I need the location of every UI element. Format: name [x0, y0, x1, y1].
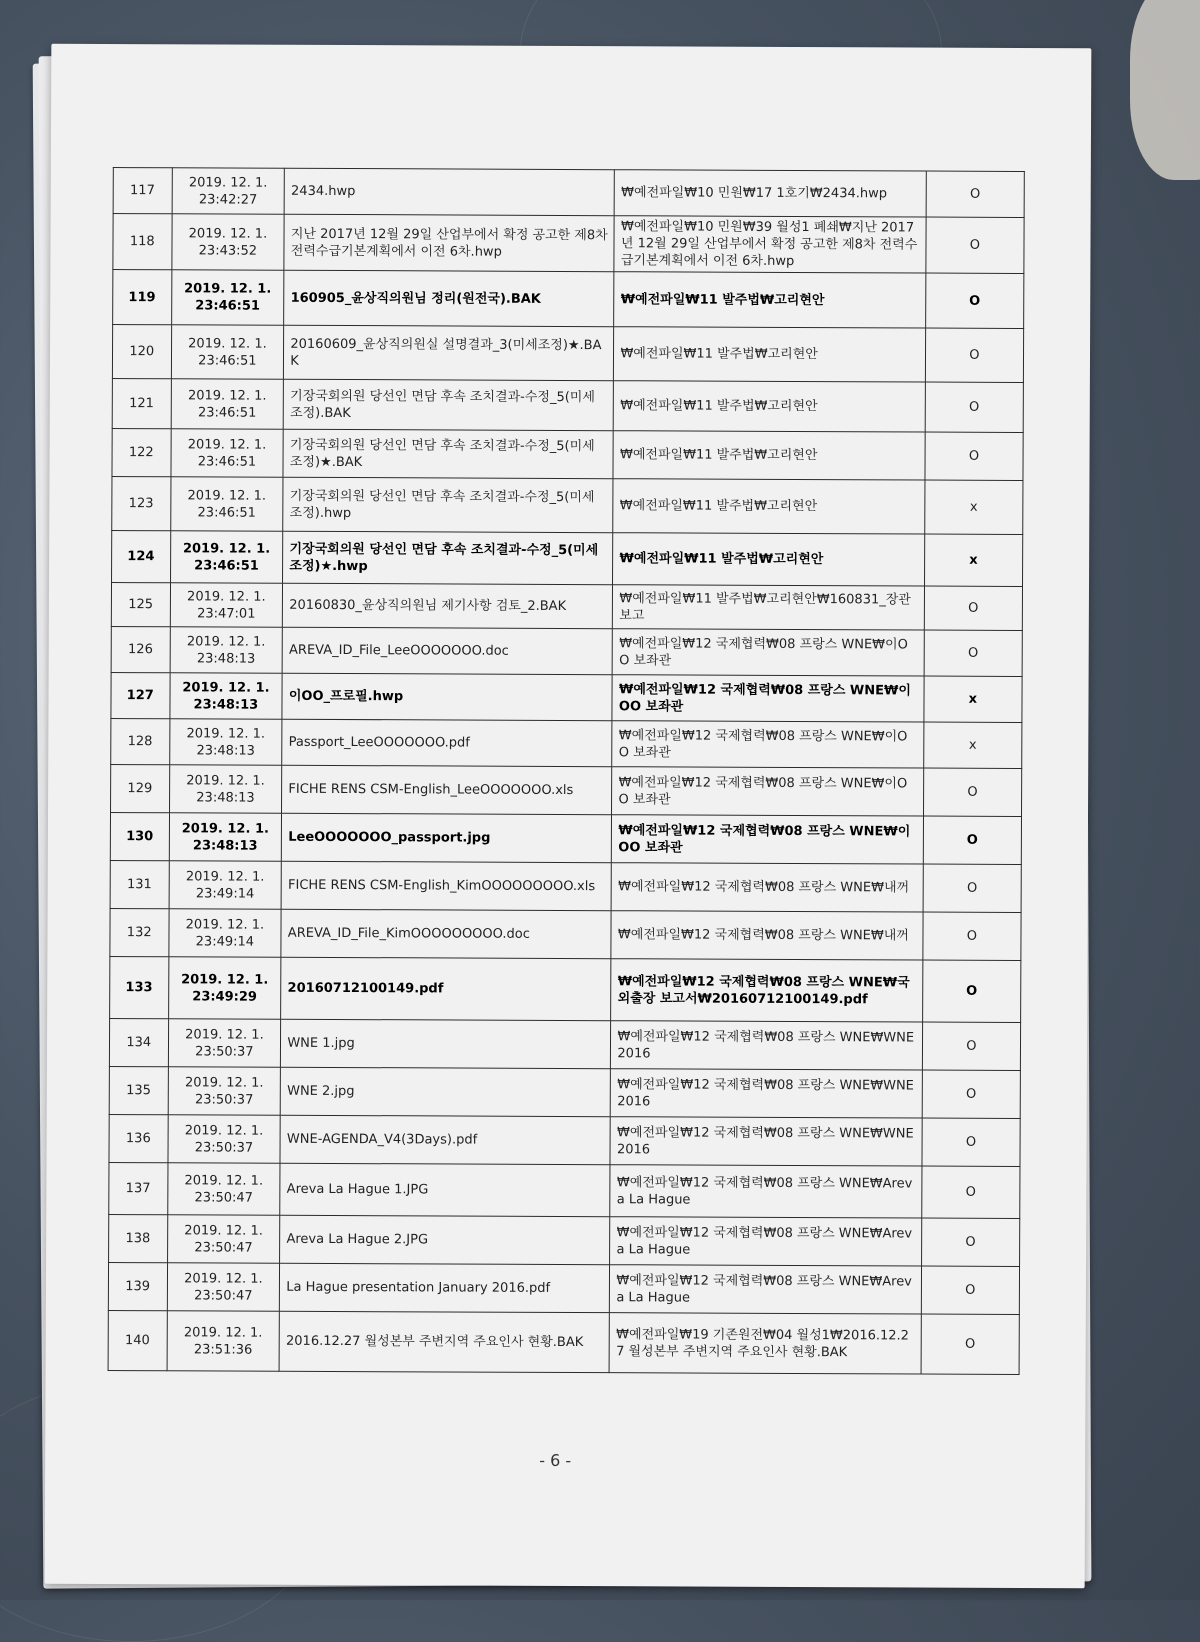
row-file-name: 2016.12.27 월성본부 주변지역 주요인사 현황.BAK: [279, 1311, 609, 1372]
row-file-path: ₩예전파일₩12 국제협력₩08 프랑스 WNE₩내꺼: [612, 863, 924, 912]
row-timestamp: [171, 325, 284, 379]
row-mark: O: [923, 912, 1021, 960]
row-mark: x: [924, 480, 1022, 534]
row-date: 2019. 12. 1.: [187, 387, 267, 404]
row-time: 23:48:13: [192, 837, 258, 854]
row-number: 132: [110, 909, 169, 957]
row-time: 23:49:14: [195, 933, 255, 950]
row-file-path: ₩예전파일₩12 국제협력₩08 프랑스 WNE₩이OO 보좌관: [613, 629, 925, 676]
row-timestamp: [170, 477, 283, 531]
row-file-name: 지난 2017년 12월 29일 산업부에서 확정 공고한 제8차 전력수급기본계획에서 이전 6차.hwp: [284, 214, 614, 271]
row-timestamp: [168, 1019, 281, 1067]
row-mark: O: [921, 1266, 1019, 1314]
row-file-name: 2434.hwp: [284, 168, 614, 215]
row-file-name: 기장국회의원 당선인 면담 후속 조치결과-수정_5(미세조정).hwp: [283, 477, 613, 532]
row-mark: x: [924, 676, 1022, 722]
row-file-name: Areva La Hague 2.JPG: [280, 1215, 610, 1264]
row-number: 123: [112, 477, 171, 531]
row-file-name: La Hague presentation January 2016.pdf: [280, 1263, 610, 1312]
row-file-path: ₩예전파일₩11 발주법₩고리현안₩160831_장관 보고: [613, 585, 925, 630]
row-number: 129: [111, 765, 170, 813]
row-file-name: FICHE RENS CSM-English_LeeOOOOOOO.xls: [282, 765, 612, 814]
row-number: 118: [113, 214, 172, 270]
row-file-path: ₩예전파일₩11 발주법₩고리현안: [614, 381, 926, 432]
row-file-path: ₩예전파일₩12 국제협력₩08 프랑스 WNE₩WNE 2016: [610, 1117, 922, 1166]
table-row: [110, 957, 1021, 1023]
row-number: 126: [111, 627, 170, 673]
row-file-name: FICHE RENS CSM-English_KimOOOOOOOOO.xls: [281, 861, 611, 910]
row-timestamp: [167, 1163, 280, 1215]
row-timestamp: [170, 627, 283, 673]
row-timestamp: [168, 1067, 281, 1115]
table-row: [108, 1310, 1019, 1374]
row-file-path: ₩예전파일₩12 국제협력₩08 프랑스 WNE₩WNE 2016: [611, 1021, 923, 1070]
row-file-path: ₩예전파일₩10 민원₩39 월성1 폐쇄₩지난 2017년 12월 29일 산업부에서 확정 공고한 제8차 전력수급기본계획에서 이전 6차.hwp: [614, 216, 926, 273]
row-number: 136: [109, 1115, 168, 1163]
row-file-path: ₩예전파일₩12 국제협력₩08 프랑스 WNE₩이OO 보좌관: [612, 721, 924, 768]
row-number: 139: [108, 1262, 167, 1310]
row-file-path: ₩예전파일₩12 국제협력₩08 프랑스 WNE₩Areva La Hague: [610, 1165, 922, 1218]
row-time: 23:48:13: [196, 650, 256, 667]
row-file-name: 이OO_프로필.hwp: [282, 673, 612, 720]
row-time: 23:46:51: [198, 352, 257, 369]
table-row: [113, 270, 1024, 329]
row-date: 2019. 12. 1.: [186, 772, 265, 789]
row-mark: O: [922, 1070, 1020, 1118]
row-number: 122: [112, 429, 171, 477]
row-file-name: AREVA_ID_File_LeeOOOOOOO.doc: [282, 627, 612, 674]
row-number: 127: [111, 673, 170, 719]
row-time: 23:50:37: [194, 1139, 254, 1156]
table-row: [113, 168, 1024, 218]
row-mark: O: [925, 273, 1023, 328]
row-number: 140: [108, 1310, 167, 1370]
row-mark: O: [926, 217, 1024, 273]
row-time: 23:48:13: [196, 789, 255, 806]
row-file-name: WNE 1.jpg: [281, 1019, 611, 1068]
row-time: 23:46:51: [195, 298, 261, 314]
row-file-name: 20160609_윤상직의원실 설명결과_3(미세조정)★.BAK: [284, 325, 614, 380]
row-timestamp: [172, 168, 285, 214]
row-time: 23:48:13: [193, 696, 259, 713]
table-row: [109, 1067, 1020, 1119]
row-date: 2019. 12. 1.: [184, 1172, 264, 1189]
row-time: 23:46:51: [197, 453, 257, 470]
row-date: 2019. 12. 1.: [184, 1122, 264, 1139]
table-row: [109, 1163, 1020, 1219]
row-file-name: AREVA_ID_File_KimOOOOOOOOO.doc: [281, 909, 611, 958]
row-file-name: 20160830_윤상직의원님 제기사항 검토_2.BAK: [283, 583, 613, 628]
row-file-name: 기장국회의원 당선인 면담 후속 조치결과-수정_5(미세조정).BAK: [284, 379, 614, 430]
row-file-name: Areva La Hague 1.JPG: [280, 1163, 610, 1216]
row-date: 2019. 12. 1.: [185, 868, 265, 885]
table-row: [112, 531, 1023, 587]
row-file-name: 20160712100149.pdf: [281, 957, 611, 1020]
row-number: 130: [110, 813, 169, 861]
row-time: 23:49:14: [195, 885, 255, 902]
row-date: 2019. 12. 1.: [185, 1026, 264, 1043]
row-date: 2019. 12. 1.: [188, 335, 267, 352]
row-time: 23:42:27: [198, 191, 258, 208]
row-time: 23:50:47: [194, 1287, 253, 1304]
row-date: 2019. 12. 1.: [187, 588, 266, 605]
table-row: [112, 325, 1023, 383]
row-file-name: WNE 2.jpg: [281, 1067, 611, 1116]
row-file-path: ₩예전파일₩12 국제협력₩08 프랑스 WNE₩내꺼: [611, 911, 923, 960]
row-time: 23:50:37: [195, 1043, 254, 1060]
row-mark: O: [922, 960, 1021, 1022]
row-timestamp: [171, 270, 284, 325]
row-time: 23:50:37: [194, 1091, 254, 1108]
table-row: [109, 1215, 1020, 1267]
row-date: 2019. 12. 1.: [184, 1270, 263, 1287]
row-timestamp: [169, 673, 282, 719]
page-number: - 6 -: [539, 1450, 572, 1471]
row-timestamp: [168, 909, 281, 957]
row-date: 2019. 12. 1.: [184, 281, 272, 297]
row-file-path: ₩예전파일₩19 기존원전₩04 월성1₩2016.12.27 월성본부 주변지역 주요인사 현황.BAK: [610, 1313, 922, 1374]
row-file-path: ₩예전파일₩12 국제협력₩08 프랑스 WNE₩WNE 2016: [611, 1069, 923, 1118]
row-number: 137: [109, 1163, 168, 1215]
row-time: 23:48:13: [196, 742, 255, 759]
row-date: 2019. 12. 1.: [182, 679, 270, 696]
file-log-body: [108, 168, 1024, 1375]
row-timestamp: [167, 1215, 280, 1263]
row-file-name: 기장국회의원 당선인 면담 후속 조치결과-수정_5(미세조정)★.BAK: [283, 429, 613, 478]
row-mark: O: [922, 1022, 1020, 1070]
row-number: 133: [110, 957, 169, 1019]
table-row: [110, 861, 1021, 913]
row-file-path: ₩예전파일₩11 발주법₩고리현안: [613, 479, 925, 534]
row-mark: O: [926, 171, 1024, 217]
row-date: 2019. 12. 1.: [186, 725, 266, 742]
row-time: 23:46:51: [197, 504, 256, 521]
row-file-name: Passport_LeeOOOOOOO.pdf: [282, 719, 612, 766]
row-timestamp: [171, 214, 284, 270]
row-timestamp: [169, 813, 282, 861]
row-timestamp: [171, 379, 284, 429]
row-date: 2019. 12. 1.: [181, 971, 269, 988]
row-mark: x: [924, 534, 1022, 586]
row-timestamp: [170, 583, 283, 627]
row-mark: O: [925, 382, 1023, 432]
row-file-name: 160905_윤상직의원님 정리(원전국).BAK: [284, 270, 614, 326]
row-number: 124: [112, 531, 171, 583]
row-date: 2019. 12. 1.: [184, 1074, 264, 1091]
row-timestamp: [170, 531, 283, 583]
row-date: 2019. 12. 1.: [187, 487, 267, 504]
row-date: 2019. 12. 1.: [186, 633, 266, 650]
row-mark: O: [925, 328, 1023, 382]
row-file-path: ₩예전파일₩12 국제협력₩08 프랑스 WNE₩Areva La Hague: [610, 1217, 922, 1266]
pillow-edge: [1130, 0, 1200, 180]
row-mark: O: [923, 816, 1021, 864]
row-date: 2019. 12. 1.: [188, 225, 268, 242]
row-time: 23:47:01: [197, 605, 256, 622]
row-number: 138: [109, 1215, 168, 1263]
row-file-path: ₩예전파일₩12 국제협력₩08 프랑스 WNE₩이OO 보좌관: [612, 815, 924, 864]
row-number: 125: [111, 583, 170, 627]
row-number: 131: [110, 861, 169, 909]
row-mark: O: [923, 864, 1021, 912]
row-date: 2019. 12. 1.: [181, 820, 269, 837]
row-number: 117: [113, 168, 172, 214]
row-timestamp: [167, 1263, 280, 1311]
row-number: 128: [111, 719, 170, 765]
row-mark: x: [923, 722, 1021, 768]
row-time: 23:46:51: [194, 557, 259, 574]
table-row: [113, 214, 1024, 274]
row-file-path: ₩예전파일₩11 발주법₩고리현안: [614, 327, 926, 382]
row-timestamp: [168, 957, 281, 1019]
row-file-path: ₩예전파일₩10 민원₩17 1호기₩2434.hwp: [615, 170, 927, 217]
row-file-path: ₩예전파일₩11 발주법₩고리현안: [613, 533, 925, 586]
file-log-table: [108, 167, 1025, 1375]
row-date: 2019. 12. 1.: [184, 1222, 263, 1239]
row-mark: O: [922, 1118, 1020, 1166]
table-row: [111, 719, 1022, 769]
row-time: 23:43:52: [198, 242, 258, 259]
table-row: [112, 379, 1023, 433]
table-row: [111, 765, 1022, 817]
row-file-path: ₩예전파일₩12 국제협력₩08 프랑스 WNE₩이OO 보좌관: [612, 675, 924, 722]
document-page: [45, 44, 1092, 1589]
row-timestamp: [169, 719, 282, 765]
row-timestamp: [169, 861, 282, 909]
row-number: 120: [112, 325, 171, 379]
row-file-name: WNE-AGENDA_V4(3Days).pdf: [280, 1115, 610, 1164]
row-mark: O: [923, 768, 1021, 816]
row-file-name: LeeOOOOOOO_passport.jpg: [282, 813, 612, 862]
row-number: 119: [113, 270, 172, 325]
table-row: [109, 1115, 1020, 1167]
row-file-path: ₩예전파일₩11 발주법₩고리현안: [614, 272, 926, 328]
table-row: [111, 673, 1022, 723]
row-timestamp: [167, 1115, 280, 1163]
row-file-path: ₩예전파일₩12 국제협력₩08 프랑스 WNE₩Areva La Hague: [610, 1265, 922, 1314]
row-number: 121: [112, 379, 171, 429]
row-time: 23:49:29: [192, 988, 257, 1005]
row-number: 134: [109, 1019, 168, 1067]
row-mark: O: [921, 1218, 1019, 1266]
row-time: 23:51:36: [193, 1341, 253, 1358]
row-mark: O: [922, 1166, 1020, 1218]
row-file-path: ₩예전파일₩12 국제협력₩08 프랑스 WNE₩국외출장 보고서₩20160712100149.pdf: [611, 959, 923, 1022]
row-date: 2019. 12. 1.: [182, 540, 271, 557]
row-number: 135: [109, 1067, 168, 1115]
row-file-path: ₩예전파일₩11 발주법₩고리현안: [613, 431, 925, 480]
row-file-name: 기장국회의원 당선인 면담 후속 조치결과-수정_5(미세조정)★.hwp: [283, 531, 613, 584]
row-date: 2019. 12. 1.: [188, 174, 268, 191]
row-time: 23:50:47: [194, 1239, 253, 1256]
row-timestamp: [169, 765, 282, 813]
table-row: [111, 627, 1022, 677]
row-mark: O: [924, 630, 1022, 676]
row-timestamp: [167, 1311, 280, 1371]
row-time: 23:46:51: [197, 404, 257, 421]
row-timestamp: [170, 429, 283, 477]
row-file-path: ₩예전파일₩12 국제협력₩08 프랑스 WNE₩이OO 보좌관: [612, 767, 924, 816]
row-date: 2019. 12. 1.: [187, 436, 267, 453]
table-row: [110, 909, 1021, 961]
row-date: 2019. 12. 1.: [185, 916, 265, 933]
row-date: 2019. 12. 1.: [183, 1324, 263, 1341]
table-row: [112, 429, 1023, 481]
table-row: [111, 583, 1022, 631]
table-row: [112, 477, 1023, 535]
row-time: 23:50:47: [194, 1189, 253, 1206]
table-row: [109, 1019, 1020, 1071]
table-row: [108, 1262, 1019, 1314]
row-mark: O: [925, 432, 1023, 480]
row-mark: O: [921, 1314, 1019, 1374]
row-mark: O: [924, 586, 1022, 630]
table-row: [110, 813, 1021, 865]
